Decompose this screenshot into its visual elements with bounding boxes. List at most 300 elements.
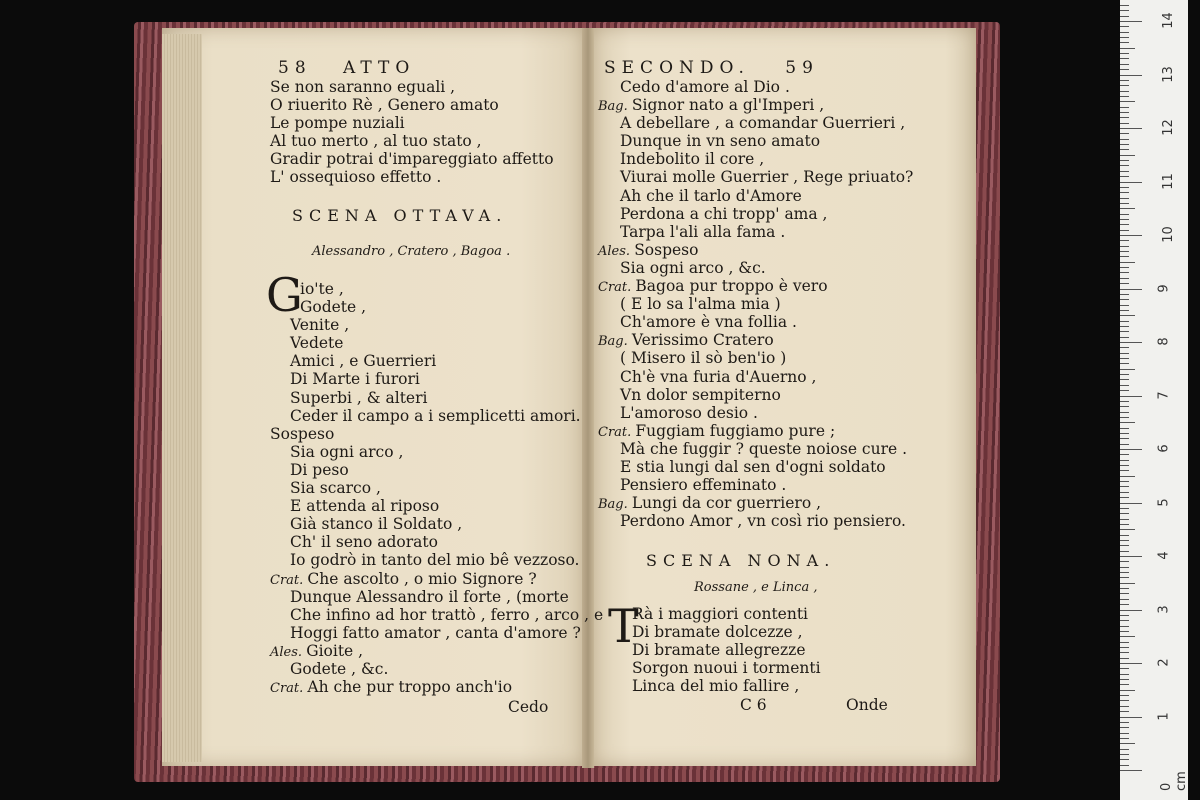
page-number: 58 <box>278 58 312 78</box>
ruler-tick <box>1120 139 1129 140</box>
ruler-tick <box>1120 187 1129 188</box>
ruler-number: 8 <box>1156 337 1172 346</box>
ruler-tick <box>1120 379 1129 380</box>
ruler-tick <box>1120 674 1129 675</box>
line-text: Amici , e Guerrieri <box>290 352 437 371</box>
ruler-number: 9 <box>1156 283 1172 293</box>
ruler-tick <box>1120 460 1129 461</box>
ruler-tick <box>1120 717 1142 718</box>
ruler-tick <box>1120 80 1129 81</box>
ruler-tick <box>1120 26 1129 27</box>
ruler-tick <box>1120 626 1129 627</box>
ruler-tick <box>1120 53 1129 54</box>
line-text: Lungi da cor guerriero , <box>631 494 822 513</box>
ruler-tick <box>1120 219 1129 220</box>
ruler-tick <box>1120 610 1142 611</box>
verse-line <box>598 78 913 96</box>
line-text: Sospeso <box>270 424 335 443</box>
line-text: Dunque in vn seno amato <box>620 132 821 151</box>
ruler-tick <box>1120 422 1135 423</box>
ruler-tick <box>1120 438 1129 439</box>
ruler-tick <box>1120 749 1129 750</box>
ruler-tick <box>1120 85 1129 86</box>
ruler-tick <box>1120 529 1135 530</box>
ruler-tick <box>1120 583 1135 584</box>
line-text: Gioite , <box>306 641 364 660</box>
line-text: Perdono Amor , vn così rio pensiero. <box>620 512 906 531</box>
ruler-number: 10 <box>1160 226 1176 243</box>
ruler-tick <box>1120 663 1142 664</box>
ruler-tick <box>1120 64 1129 65</box>
ruler-tick <box>1120 556 1142 557</box>
ruler-tick <box>1120 492 1129 493</box>
ruler-tick <box>1120 497 1129 498</box>
verse-line <box>598 476 913 494</box>
line-text: Di bramate dolcezze , <box>632 623 803 642</box>
ruler-number: 6 <box>1156 444 1172 453</box>
ruler-tick <box>1120 652 1129 653</box>
line-text: E stia lungi dal sen d'ogni soldato <box>620 457 886 476</box>
verse-line <box>270 352 603 370</box>
verse-line <box>598 132 913 150</box>
line-text: Sia ogni arco , &c. <box>620 258 766 277</box>
line-text: Perdona a chi tropp' ama , <box>620 204 828 223</box>
ruler-tick <box>1120 700 1129 701</box>
ruler-tick <box>1120 160 1129 161</box>
line-text: Cedo d'amore al Dio . <box>620 78 790 96</box>
line-text: Ah che il tarlo d'Amore <box>620 186 802 205</box>
verse-line <box>632 641 821 659</box>
verse-line <box>270 551 603 569</box>
ruler-tick <box>1120 545 1129 546</box>
line-text: Vn dolor sempiterno <box>620 385 781 404</box>
signature-mark: C 6 <box>740 696 767 714</box>
ruler-tick <box>1120 315 1135 316</box>
line-text: Di bramate allegrezze <box>632 641 806 660</box>
ruler-number: 7 <box>1156 390 1172 400</box>
verse-line <box>270 497 603 515</box>
line-text: Hoggi fatto amator , canta d'amore ? <box>290 623 581 642</box>
ruler-tick <box>1120 711 1129 712</box>
ruler-tick <box>1120 733 1129 734</box>
ruler-tick <box>1120 37 1129 38</box>
ruler-number: 3 <box>1156 604 1172 614</box>
ruler-tick <box>1120 770 1142 771</box>
line-text: Rà i maggiori contenti <box>632 605 809 623</box>
ruler-tick <box>1120 182 1142 183</box>
verse-line <box>270 425 603 443</box>
verse-line <box>270 443 603 461</box>
verse-line <box>598 277 913 295</box>
verse-line <box>598 295 913 313</box>
verse-line <box>270 606 603 624</box>
line-text: Ah che pur troppo anch'io <box>307 678 513 697</box>
verse-line <box>270 461 603 479</box>
ruler-tick <box>1120 144 1129 145</box>
drop-cap: G <box>266 268 303 322</box>
left-verse-top <box>270 78 554 187</box>
ruler-tick <box>1120 454 1129 455</box>
ruler-tick <box>1120 551 1129 552</box>
ruler-tick <box>1120 347 1129 348</box>
verse-line <box>270 168 554 186</box>
speaker-label: Bag. <box>598 497 632 513</box>
ruler-tick <box>1120 358 1129 359</box>
verse-line <box>270 114 554 132</box>
ruler-tick <box>1120 337 1129 338</box>
ruler-tick <box>1120 58 1129 59</box>
verse-line <box>270 334 603 352</box>
ruler-tick <box>1120 588 1129 589</box>
line-text: Al tuo merto , al tuo stato , <box>270 132 482 151</box>
ruler-tick <box>1120 577 1129 578</box>
ruler-tick <box>1120 256 1129 257</box>
ruler-tick <box>1120 508 1129 509</box>
ruler-tick <box>1120 165 1129 166</box>
verse-line <box>270 515 603 533</box>
line-text: Dunque Alessandro il forte , (morte <box>290 587 569 606</box>
verse-line <box>598 440 913 458</box>
scene-title: SCENA OTTAVA. <box>292 206 508 225</box>
line-text: Godete , <box>300 298 367 317</box>
ruler-tick <box>1120 524 1129 525</box>
line-text: io'te , <box>300 280 344 298</box>
ruler-tick <box>1120 149 1129 150</box>
page-number: 59 <box>785 58 819 78</box>
ruler-tick <box>1120 706 1129 707</box>
ruler-number: 5 <box>1156 497 1172 507</box>
verse-line <box>598 150 913 168</box>
ruler-tick <box>1120 342 1142 343</box>
ruler-tick <box>1120 684 1129 685</box>
line-text: ( E lo sa l'alma mia ) <box>620 295 781 314</box>
ruler-number: 12 <box>1160 119 1176 136</box>
ruler-tick <box>1120 599 1129 600</box>
verse-line <box>270 533 603 551</box>
ruler-tick <box>1120 642 1129 643</box>
ruler-tick <box>1120 679 1129 680</box>
verse-line <box>270 280 603 298</box>
speaker-label: Bag. <box>598 99 632 115</box>
ruler-tick <box>1120 192 1129 193</box>
line-text: Pensiero effeminato . <box>620 476 787 495</box>
ruler-tick <box>1120 738 1129 739</box>
verse-line <box>598 349 913 367</box>
right-header <box>604 58 819 78</box>
ruler-tick <box>1120 203 1129 204</box>
ruler-tick <box>1120 406 1129 407</box>
ruler-tick <box>1120 519 1129 520</box>
running-head: SECONDO. <box>604 58 750 78</box>
ruler-tick <box>1120 486 1129 487</box>
left-header <box>278 58 415 78</box>
ruler-tick <box>1120 513 1129 514</box>
verse-line <box>270 479 603 497</box>
verse-line <box>270 678 603 696</box>
ruler-tick <box>1120 604 1129 605</box>
ruler-tick <box>1120 695 1129 696</box>
verse-line <box>632 659 821 677</box>
verse-line <box>270 316 603 334</box>
verse-line <box>598 187 913 205</box>
ruler-tick <box>1120 21 1142 22</box>
drop-cap: T <box>608 599 639 653</box>
catchword: Onde <box>846 696 888 714</box>
line-text: Ch' il seno adorato <box>290 533 438 552</box>
line-text: ( Misero il sò ben'io ) <box>620 349 787 368</box>
verse-line <box>270 660 603 678</box>
ruler-tick <box>1120 155 1135 156</box>
ruler-tick <box>1120 123 1129 124</box>
speaker-label: Ales. <box>598 243 635 259</box>
ruler-tick <box>1120 246 1129 247</box>
line-text: Di peso <box>290 460 349 479</box>
ruler-tick <box>1120 743 1135 744</box>
line-text: E attenda al riposo <box>290 497 440 516</box>
ruler-tick <box>1120 374 1129 375</box>
line-text: Che ascolto , o mio Signore ? <box>307 569 537 588</box>
ruler-tick <box>1120 278 1129 279</box>
verse-line <box>270 642 603 660</box>
line-text: Sia ogni arco , <box>290 442 404 461</box>
ruler-tick <box>1120 42 1129 43</box>
speaker-label: Crat. <box>270 572 308 588</box>
ruler-tick <box>1120 230 1129 231</box>
line-text: Se non saranno eguali , <box>270 78 456 96</box>
ruler-tick <box>1120 208 1135 209</box>
ruler-tick <box>1120 32 1129 33</box>
ruler-tick <box>1120 112 1129 113</box>
verse-line <box>598 168 913 186</box>
verse-line <box>270 389 603 407</box>
line-text: Sospeso <box>634 240 699 259</box>
ruler-tick <box>1120 417 1129 418</box>
verse-line <box>270 132 554 150</box>
verse-line <box>598 259 913 277</box>
verse-line <box>598 223 913 241</box>
line-text: Verissimo Cratero <box>631 331 774 350</box>
ruler-tick <box>1120 615 1129 616</box>
line-text: Linca del mio fallire , <box>632 677 800 696</box>
ruler-tick <box>1120 647 1129 648</box>
ruler-tick <box>1120 299 1129 300</box>
verse-line <box>270 624 603 642</box>
running-head: ATTO <box>343 58 416 78</box>
ruler-tick <box>1120 5 1129 6</box>
ruler-tick <box>1120 449 1142 450</box>
speaker-label: Crat. <box>270 681 308 697</box>
ruler-number: 0 cm <box>1159 771 1189 791</box>
ruler-tick <box>1120 727 1129 728</box>
ruler-tick <box>1120 272 1129 273</box>
ruler-tick <box>1120 235 1142 236</box>
line-text: Signor nato a gl'Imperi , <box>631 96 825 115</box>
speaker-label: Bag. <box>598 334 632 350</box>
verse-line <box>270 150 554 168</box>
ruler-tick <box>1120 48 1135 49</box>
ruler-tick <box>1120 412 1129 413</box>
speaker-label: Crat. <box>598 424 636 440</box>
line-text: Sorgon nuoui i tormenti <box>632 659 821 678</box>
ruler-tick <box>1120 75 1142 76</box>
verse-line <box>598 494 913 512</box>
ruler-tick <box>1120 754 1129 755</box>
ruler-tick <box>1120 363 1129 364</box>
ruler-tick <box>1120 636 1135 637</box>
speaker-label: Crat. <box>598 280 636 296</box>
verse-line <box>270 570 603 588</box>
ruler-tick <box>1120 251 1129 252</box>
verse-line <box>598 96 913 114</box>
line-text: Ch'è vna furia d'Auerno , <box>620 367 817 386</box>
ruler-tick <box>1120 10 1129 11</box>
ruler-tick <box>1120 567 1129 568</box>
verse-line <box>598 313 913 331</box>
line-text: Già stanco il Soldato , <box>290 515 463 534</box>
ruler-tick <box>1120 470 1129 471</box>
line-text: Superbi , & alteri <box>290 388 428 407</box>
ruler-tick <box>1120 759 1129 760</box>
verse-line <box>598 512 913 530</box>
cast-list: Alessandro , Cratero , Bagoa . <box>312 244 511 259</box>
line-text: Gradir potrai d'impareggiato affetto <box>270 150 554 169</box>
right-verse-top <box>598 78 913 530</box>
speaker-label: Ales. <box>270 644 307 660</box>
page-edges <box>162 34 202 762</box>
ruler-tick <box>1120 310 1129 311</box>
ruler-tick <box>1120 465 1129 466</box>
ruler-tick <box>1120 240 1129 241</box>
ruler-tick <box>1120 535 1129 536</box>
ruler-tick <box>1120 171 1129 172</box>
ruler-tick <box>1120 267 1129 268</box>
ruler-tick <box>1120 444 1129 445</box>
ruler-tick <box>1120 69 1129 70</box>
ruler-tick <box>1120 433 1129 434</box>
ruler-number: 4 <box>1156 551 1172 560</box>
right-verse-bottom <box>632 605 821 695</box>
ruler-tick <box>1120 503 1142 504</box>
ruler-tick <box>1120 481 1129 482</box>
ruler-tick <box>1120 133 1129 134</box>
ruler-tick <box>1120 540 1129 541</box>
verse-line <box>598 404 913 422</box>
ruler-tick <box>1120 224 1129 225</box>
verse-line <box>270 298 603 316</box>
line-text: Le pompe nuziali <box>270 114 405 133</box>
ruler-tick <box>1120 326 1129 327</box>
verse-line <box>598 458 913 476</box>
line-text: A debellare , a comandar Guerrieri , <box>620 114 906 133</box>
verse-line <box>270 407 603 425</box>
line-text: Mà che fuggir ? queste noiose cure . <box>620 439 908 458</box>
ruler-number: 11 <box>1160 172 1176 190</box>
line-text: Indebolito il core , <box>620 150 765 169</box>
verse-line <box>598 386 913 404</box>
ruler-tick <box>1120 369 1135 370</box>
ruler-number: 1 <box>1156 711 1172 721</box>
verse-line <box>270 370 603 388</box>
line-text: Di Marte i furori <box>290 370 420 389</box>
measuring-ruler <box>1120 0 1188 800</box>
verse-line <box>598 205 913 223</box>
line-text: Che infino ad hor trattò , ferro , arco , e <box>290 605 604 624</box>
line-text: Bagoa pur troppo è vero <box>635 277 828 296</box>
ruler-tick <box>1120 294 1129 295</box>
ruler-tick <box>1120 321 1129 322</box>
catchword: Cedo <box>508 698 549 716</box>
ruler-number: 2 <box>1156 658 1172 667</box>
line-text: Ch'amore è vna follia . <box>620 313 797 332</box>
line-text: Venite , <box>290 316 350 335</box>
ruler-tick <box>1120 117 1129 118</box>
verse-line <box>598 114 913 132</box>
left-verse-body <box>270 280 603 696</box>
line-text: L'amoroso desio . <box>620 403 758 422</box>
ruler-tick <box>1120 390 1129 391</box>
ruler-tick <box>1120 91 1129 92</box>
ruler-tick <box>1120 428 1129 429</box>
ruler-tick <box>1120 572 1129 573</box>
ruler-tick <box>1120 593 1129 594</box>
ruler-tick <box>1120 289 1142 290</box>
ruler-tick <box>1120 283 1129 284</box>
verse-line <box>598 241 913 259</box>
verse-line <box>632 623 821 641</box>
ruler-tick <box>1120 385 1129 386</box>
ruler-tick <box>1120 107 1129 108</box>
ruler-tick <box>1120 476 1135 477</box>
line-text: Viurai molle Guerrier , Rege priuato? <box>620 168 914 187</box>
line-text: Sia scarco , <box>290 479 381 498</box>
ruler-tick <box>1120 96 1129 97</box>
verse-line <box>598 368 913 386</box>
ruler-tick <box>1120 16 1129 17</box>
ruler-tick <box>1120 690 1135 691</box>
ruler-tick <box>1120 722 1129 723</box>
line-text: Fuggiam fuggiamo pure ; <box>635 421 836 440</box>
ruler-tick <box>1120 262 1135 263</box>
ruler-tick <box>1120 401 1129 402</box>
ruler-tick <box>1120 620 1129 621</box>
ruler-tick <box>1120 353 1129 354</box>
ruler-tick <box>1120 214 1129 215</box>
ruler-number: 13 <box>1160 65 1176 83</box>
verse-line <box>270 588 603 606</box>
line-text: Ceder il campo a i semplicetti amori. <box>290 406 581 425</box>
line-text: Vedete <box>290 334 344 353</box>
verse-line <box>270 96 554 114</box>
scene-title: SCENA NONA. <box>646 551 836 570</box>
line-text: L' ossequioso effetto . <box>270 168 442 187</box>
ruler-tick <box>1120 668 1129 669</box>
ruler-tick <box>1120 396 1142 397</box>
ruler-tick <box>1120 631 1129 632</box>
ruler-tick <box>1120 561 1129 562</box>
line-text: Godete , &c. <box>290 659 389 678</box>
verse-line <box>632 605 821 623</box>
verse-line <box>632 677 821 695</box>
ruler-tick <box>1120 305 1129 306</box>
verse-line <box>270 78 554 96</box>
verse-line <box>598 422 913 440</box>
line-text: O riuerito Rè , Genero amato <box>270 96 499 115</box>
verse-line <box>598 331 913 349</box>
ruler-tick <box>1120 128 1142 129</box>
cast-list: Rossane , e Linca , <box>694 580 818 595</box>
ruler-tick <box>1120 331 1129 332</box>
line-text: Io godrò in tanto del mio bê vezzoso. <box>290 551 580 570</box>
